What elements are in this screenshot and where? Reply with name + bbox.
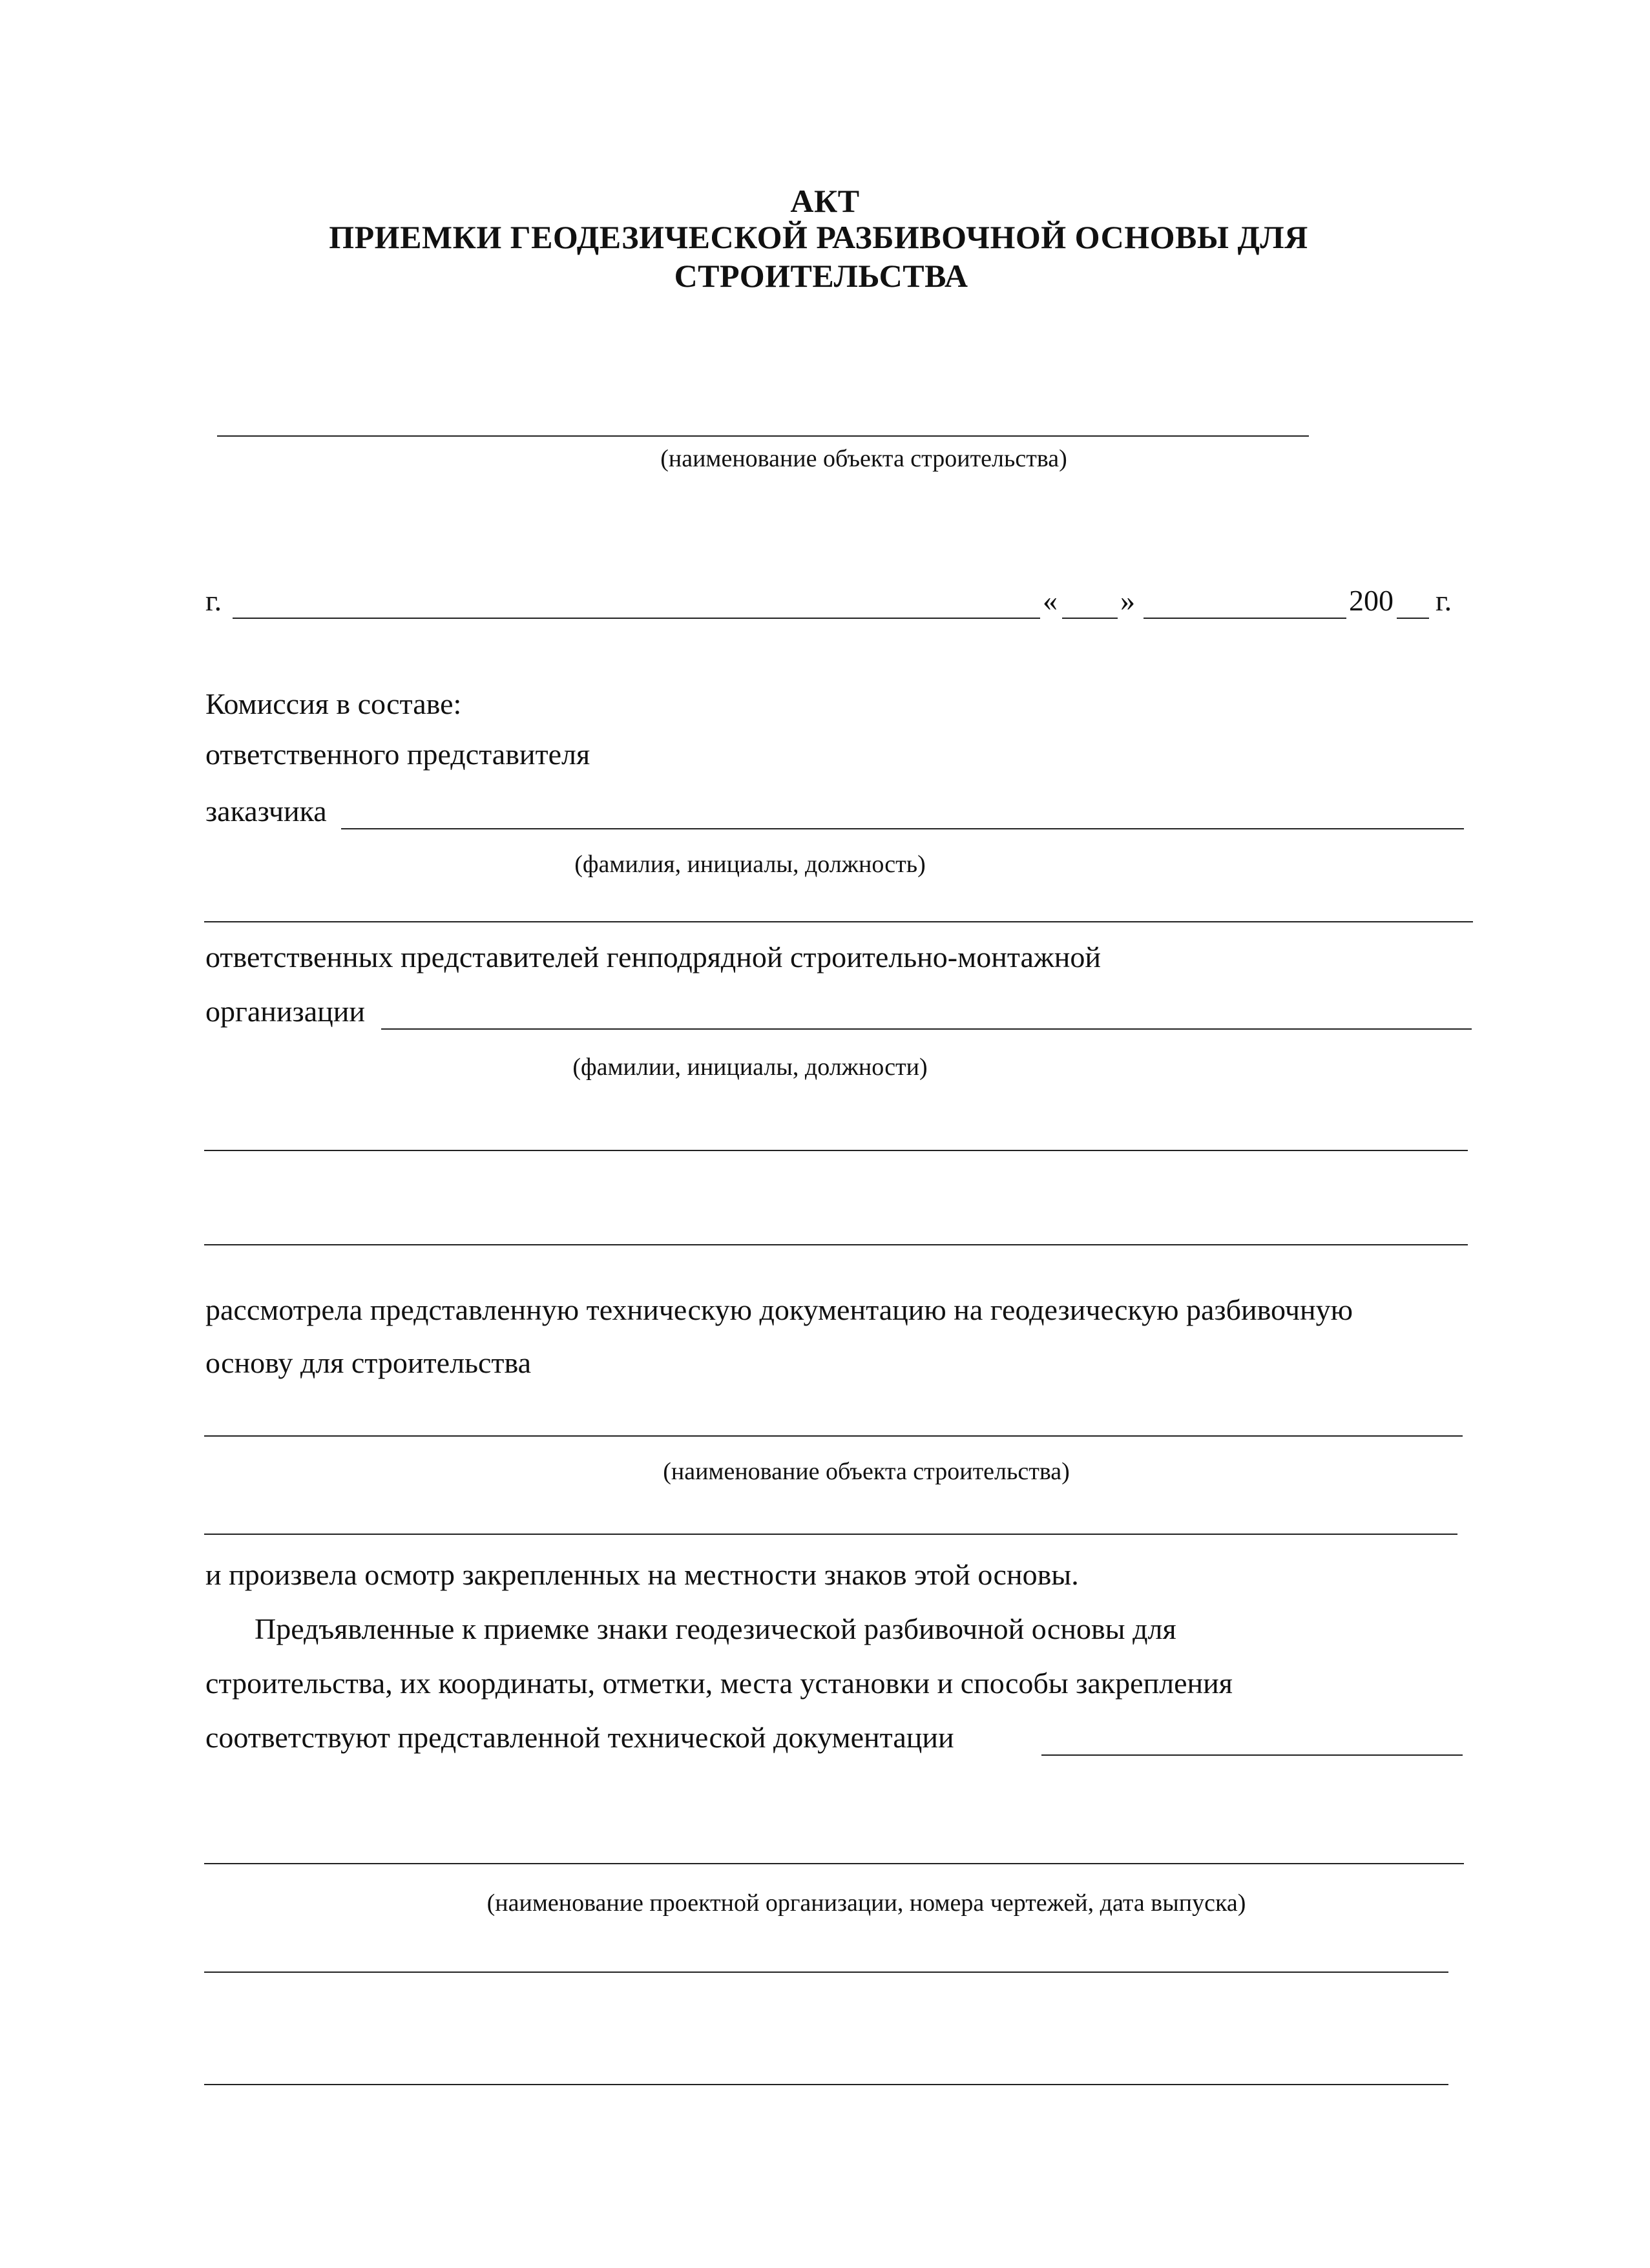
- day-field[interactable]: [1062, 618, 1118, 619]
- city-field[interactable]: [233, 618, 1040, 619]
- contractor-field-extra-1[interactable]: [204, 1150, 1468, 1151]
- title-line-2: ПРИЕМКИ ГЕОДЕЗИЧЕСКОЙ РАЗБИВОЧНОЙ ОСНОВЫ ДЛЯ: [329, 219, 1308, 255]
- documentation-field[interactable]: [1041, 1754, 1463, 1756]
- date-open-quote: «: [1043, 584, 1058, 617]
- date-close-quote: »: [1120, 584, 1135, 617]
- responsible-rep-label: ответственного представителя: [205, 738, 590, 771]
- reviewed-object-field[interactable]: [204, 1435, 1463, 1437]
- object-name-caption: (наименование объекта строительства): [660, 445, 1067, 472]
- project-org-field[interactable]: [204, 1863, 1464, 1864]
- project-org-caption: (наименование проектной организации, номера чертежей, дата выпуска): [486, 1889, 1246, 1917]
- organization-label: организации: [205, 995, 365, 1028]
- project-org-field-extra-1[interactable]: [204, 1971, 1448, 1973]
- reviewed-object-caption: (наименование объекта строительства): [663, 1458, 1070, 1485]
- city-label: г.: [205, 584, 222, 617]
- year-field[interactable]: [1397, 618, 1429, 619]
- title-line-3: СТРОИТЕЛЬСТВА: [674, 258, 968, 294]
- reviewed-line-1: рассмотрела представленную техническую документацию на геодезическую разбивочную: [205, 1293, 1353, 1326]
- reviewed-line-2: основу для строительства: [205, 1346, 532, 1379]
- contractor-caption: (фамилии, инициалы, должности): [572, 1054, 928, 1081]
- object-name-field[interactable]: [217, 435, 1309, 437]
- year-suffix: г.: [1436, 584, 1452, 617]
- customer-field[interactable]: [341, 828, 1464, 829]
- month-field[interactable]: [1144, 618, 1346, 619]
- customer-caption: (фамилия, инициалы, должность): [574, 851, 926, 878]
- project-org-field-extra-2[interactable]: [204, 2084, 1448, 2085]
- customer-label: заказчика: [205, 795, 327, 827]
- presented-line-3: соответствуют представленной технической документации: [205, 1721, 954, 1754]
- title-akt: АКТ: [790, 183, 860, 219]
- inspection-text: и произвела осмотр закрепленных на местности знаков этой основы.: [205, 1558, 1079, 1591]
- presented-line-1: Предъявленные к приемке знаки геодезической разбивочной основы для: [255, 1612, 1176, 1645]
- organization-field[interactable]: [381, 1028, 1472, 1030]
- reviewed-object-field-extra[interactable]: [204, 1534, 1457, 1535]
- year-prefix: 200: [1349, 584, 1394, 617]
- contractor-field-extra-2[interactable]: [204, 1244, 1468, 1245]
- contractor-reps-label: ответственных представителей генподрядной строительно-монтажной: [205, 941, 1101, 973]
- presented-line-2: строительства, их координаты, отметки, места установки и способы закрепления: [205, 1667, 1233, 1700]
- customer-field-extra[interactable]: [204, 921, 1473, 922]
- commission-label: Комиссия в составе:: [205, 687, 462, 720]
